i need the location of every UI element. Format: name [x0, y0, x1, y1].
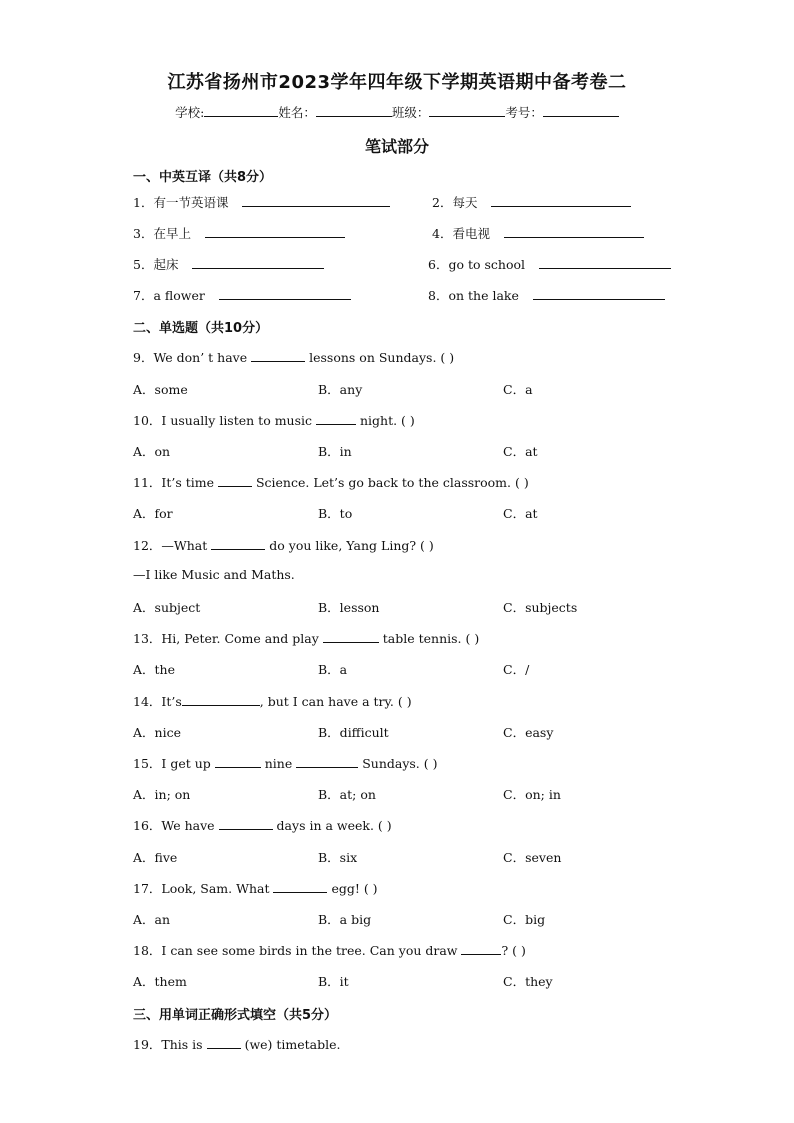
option-a[interactable]: A．an [133, 912, 171, 927]
question-stem: 17．Look, Sam. What egg! ( ) [133, 881, 378, 896]
class-field[interactable] [429, 104, 505, 117]
option-c[interactable]: C．on; in [503, 787, 561, 802]
answer-blank[interactable] [207, 1036, 241, 1049]
item-label: 7．a flower [133, 288, 205, 303]
answer-blank[interactable] [211, 537, 265, 550]
class-label: 班级： [391, 105, 430, 120]
option-c[interactable]: C．easy [503, 725, 554, 740]
option-b[interactable]: B．to [318, 506, 353, 521]
name-field[interactable] [316, 104, 392, 117]
number-label: 考号： [505, 105, 543, 120]
translation-item [133, 255, 324, 273]
option-b[interactable]: B．a big [318, 912, 372, 927]
answer-blank[interactable] [296, 755, 358, 768]
option-c[interactable]: C．subjects [503, 600, 578, 615]
translation-item [133, 224, 345, 242]
question-stem: 18．I can see some birds in the tree. Can you draw ? ( ) [133, 943, 526, 958]
option-c[interactable]: C．big [503, 912, 546, 927]
item-label: 1．有一节英语课 [133, 195, 229, 210]
dialogue-line: —I like Music and Maths. [133, 567, 295, 582]
answer-blank[interactable] [242, 194, 390, 207]
answer-blank[interactable] [218, 474, 252, 487]
number-field[interactable] [543, 104, 619, 117]
answer-blank[interactable] [192, 256, 324, 269]
question-stem: 10．I usually listen to music night. ( ) [133, 413, 415, 428]
option-c[interactable]: C．at [503, 444, 538, 459]
item-label: 3．在早上 [133, 226, 191, 241]
item-label: 4．看电视 [432, 226, 490, 241]
option-b[interactable]: B．six [318, 850, 358, 865]
option-c[interactable]: C．they [503, 974, 553, 989]
question-stem: 15．I get up nine Sundays. ( ) [133, 756, 438, 771]
item-label: 5．起床 [133, 257, 179, 272]
option-b[interactable]: B．in [318, 444, 352, 459]
answer-blank[interactable] [182, 693, 260, 706]
option-a[interactable]: A．subject [133, 600, 201, 615]
question-stem: 9．We don’ t have lessons on Sundays. ( ) [133, 350, 455, 365]
option-a[interactable]: A．for [133, 506, 173, 521]
school-field[interactable] [204, 104, 278, 117]
item-label: 2．每天 [432, 195, 478, 210]
option-b[interactable]: B．at; on [318, 787, 376, 802]
item-label: 8．on the lake [428, 288, 519, 303]
question-stem: 11．It’s time Science. Let’s go back to the classroom. ( ) [133, 475, 529, 490]
answer-blank[interactable] [533, 287, 665, 300]
section-heading: 二、单选题（共10分） [133, 321, 269, 336]
question-stem: 13．Hi, Peter. Come and play table tennis. ( ) [133, 631, 480, 646]
answer-blank[interactable] [323, 630, 379, 643]
option-b[interactable]: B．difficult [318, 725, 389, 740]
answer-blank[interactable] [491, 194, 631, 207]
option-c[interactable]: C．a [503, 382, 533, 397]
item-label: 6．go to school [428, 257, 525, 272]
answer-blank[interactable] [461, 942, 501, 955]
translation-item [133, 193, 390, 211]
student-info-row [0, 103, 794, 121]
answer-blank[interactable] [273, 880, 327, 893]
translation-item [428, 255, 671, 273]
option-a[interactable]: A．five [133, 850, 178, 865]
answer-blank[interactable] [215, 755, 261, 768]
answer-blank[interactable] [539, 256, 671, 269]
answer-blank[interactable] [251, 349, 305, 362]
section-heading: 三、用单词正确形式填空（共5分） [133, 1008, 338, 1023]
option-c[interactable]: C．at [503, 506, 538, 521]
question-stem: 19．This is (we) timetable. [133, 1037, 341, 1052]
translation-item [432, 224, 644, 242]
question-stem: 14．It’s , but I can have a try. ( ) [133, 694, 412, 709]
translation-item [432, 193, 631, 211]
option-a[interactable]: A．the [133, 662, 175, 677]
option-c[interactable]: C．seven [503, 850, 562, 865]
question-stem: 12．—What do you like, Yang Ling? ( ) [133, 538, 434, 553]
option-b[interactable]: B．lesson [318, 600, 380, 615]
option-a[interactable]: A．some [133, 382, 188, 397]
question-stem: 16．We have days in a week. ( ) [133, 818, 392, 833]
option-a[interactable]: A．them [133, 974, 187, 989]
option-b[interactable]: B．it [318, 974, 349, 989]
answer-blank[interactable] [219, 817, 273, 830]
name-label: 姓名： [278, 105, 316, 120]
page-title: 江苏省扬州市2023学年四年级下学期英语期中备考卷二 [167, 72, 627, 93]
option-a[interactable]: A．nice [133, 725, 181, 740]
option-b[interactable]: B．any [318, 382, 363, 397]
section-heading: 一、中英互译（共8分） [133, 170, 273, 185]
answer-blank[interactable] [219, 287, 351, 300]
translation-item [428, 286, 665, 304]
answer-blank[interactable] [504, 225, 644, 238]
option-b[interactable]: B．a [318, 662, 348, 677]
answer-blank[interactable] [316, 412, 356, 425]
section-subtitle: 笔试部分 [364, 137, 429, 156]
option-a[interactable]: A．in; on [133, 787, 191, 802]
school-label: 学校: [175, 105, 205, 120]
option-a[interactable]: A．on [133, 444, 171, 459]
translation-item [133, 286, 351, 304]
option-c[interactable]: C．/ [503, 662, 530, 677]
answer-blank[interactable] [205, 225, 345, 238]
